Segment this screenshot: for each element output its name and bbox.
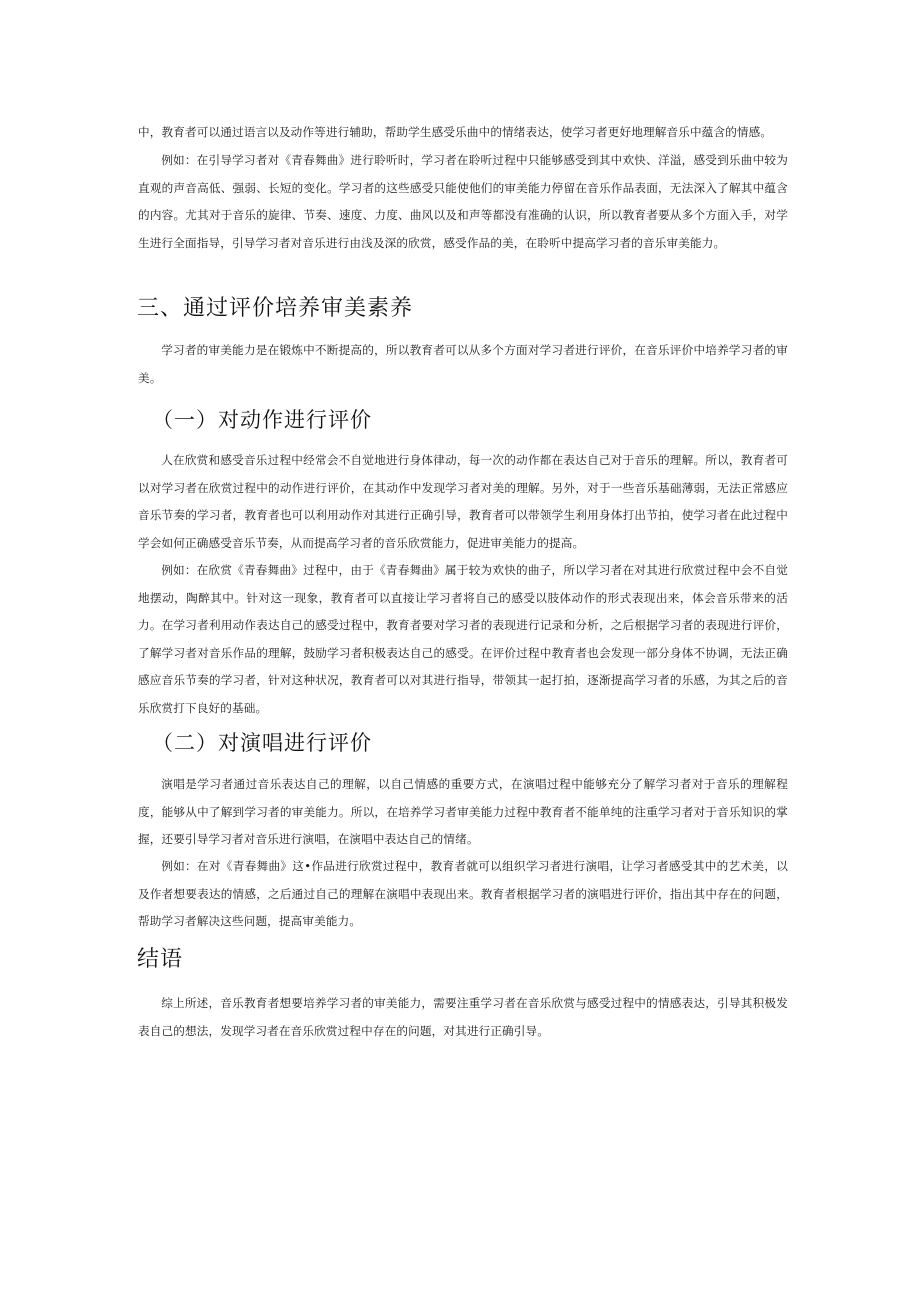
body-paragraph: 例如：在欣赏《青春舞曲》过程中，由于《青春舞曲》属于较为欢快的曲子，所以学习者在对其进行欣赏过程中会不自觉地摆动，陶醉其中。针对这一现象，教育者可以直接让学习者将自己的感受以肢体动作的形式表现出来，体会音乐带来的活力。在学习者利用动作表达自己的感受过程中，教育者要对学习者的表现进行记录和分析，之后根据学习者的表现进行评价，了解学习者对音乐作品的理解，鼓励学习者积极表达自己的感受。在评价过程中教育者也会发现一部分身体不协调，无法正确感应音乐节奏的学习者，针对这种状况，教育者可以对其进行指导，带领其一起打拍，逐渐提高学习者的乐感，为其之后的音乐欣赏打下良好的基础。 [138, 563, 788, 715]
subheading-movement-evaluation: （一）对动作进行评价 [152, 408, 372, 432]
conclusion-heading: 结语 [137, 947, 184, 972]
subheading-singing-evaluation: （二）对演唱进行评价 [152, 731, 372, 755]
paragraph-continuation [138, 119, 788, 147]
example-paragraph-singing [138, 853, 788, 936]
body-paragraph: 人在欣赏和感受音乐过程中经常会不自觉地进行身体律动，每一次的动作都在表达自己对于音乐的理解。所以，教育者可以对学习者在欣赏过程中的动作进行评价，在其动作中发现学习者对美的理解。另外，对于一些音乐基础薄弱，无法正常感应音乐节奏的学习者，教育者也可以利用动作对其进行正确引导，教育者可以带领学生利用身体打出节拍，使学习者在此过程中学会如何正确感受音乐节奏，从而提高学习者的音乐欣赏能力，促进审美能力的提高。 [138, 453, 788, 550]
singing-paragraph [138, 771, 788, 854]
body-paragraph: 综上所述，音乐教育者想要培养学习者的审美能力，需要注重学习者在音乐欣赏与感受过程中的情感表达，引导其积极发表自己的想法，发现学习者在音乐欣赏过程中存在的问题，对其进行正确引导。 [138, 996, 788, 1038]
section-heading-evaluation: 三、通过评价培养审美素养 [137, 296, 414, 321]
movement-paragraph [138, 447, 788, 557]
body-paragraph: 例如：在引导学习者对《青春舞曲》进行聆听时，学习者在聆听过程中只能够感受到其中欢快、洋溢，感受到乐曲中较为直观的声音高低、强弱、长短的变化。学习者的这些感受只能使他们的审美能力停留在音乐作品表面，无法深入了解其中蕴含的内容。尤其对于音乐的旋律、节奏、速度、力度、曲风以及和声等都没有准确的认识，所以教育者要从多个方面入手，对学生进行全面指导，引导学习者对音乐进行由浅及深的欣赏，感受作品的美，在聆听中提高学习者的音乐审美能力。 [138, 153, 788, 250]
example-paragraph-listening [138, 147, 788, 257]
section-intro-paragraph [138, 337, 788, 392]
body-paragraph: 例如：在对《青春舞曲》这•作品进行欣赏过程中，教育者就可以组织学习者进行演唱，让学习者感受其中的艺术美，以及作者想要表达的情感，之后通过自己的理解在演唱中表现出来。教育者根据学习者的演唱进行评价，指出其中存在的问题，帮助学习者解决这些问题，提高审美能力。 [138, 859, 788, 928]
body-paragraph: 学习者的审美能力是在锻炼中不断提高的，所以教育者可以从多个方面对学习者进行评价，在音乐评价中培养学习者的审美。 [138, 343, 788, 385]
conclusion-paragraph [138, 990, 788, 1045]
body-paragraph: 中，教育者可以通过语言以及动作等进行辅助，帮助学生感受乐曲中的情绪表达，使学习者更好地理解音乐中蕴含的情感。 [138, 125, 773, 139]
body-paragraph: 演唱是学习者通过音乐表达自己的理解，以自己情感的重要方式，在演唱过程中能够充分了解学习者对于音乐的理解程度，能够从中了解到学习者的审美能力。所以，在培养学习者审美能力过程中教育者不能单纯的注重学习者对于音乐知识的掌握，还要引导学习者对音乐进行演唱，在演唱中表达自己的情绪。 [138, 777, 788, 846]
example-paragraph-movement [138, 557, 788, 722]
